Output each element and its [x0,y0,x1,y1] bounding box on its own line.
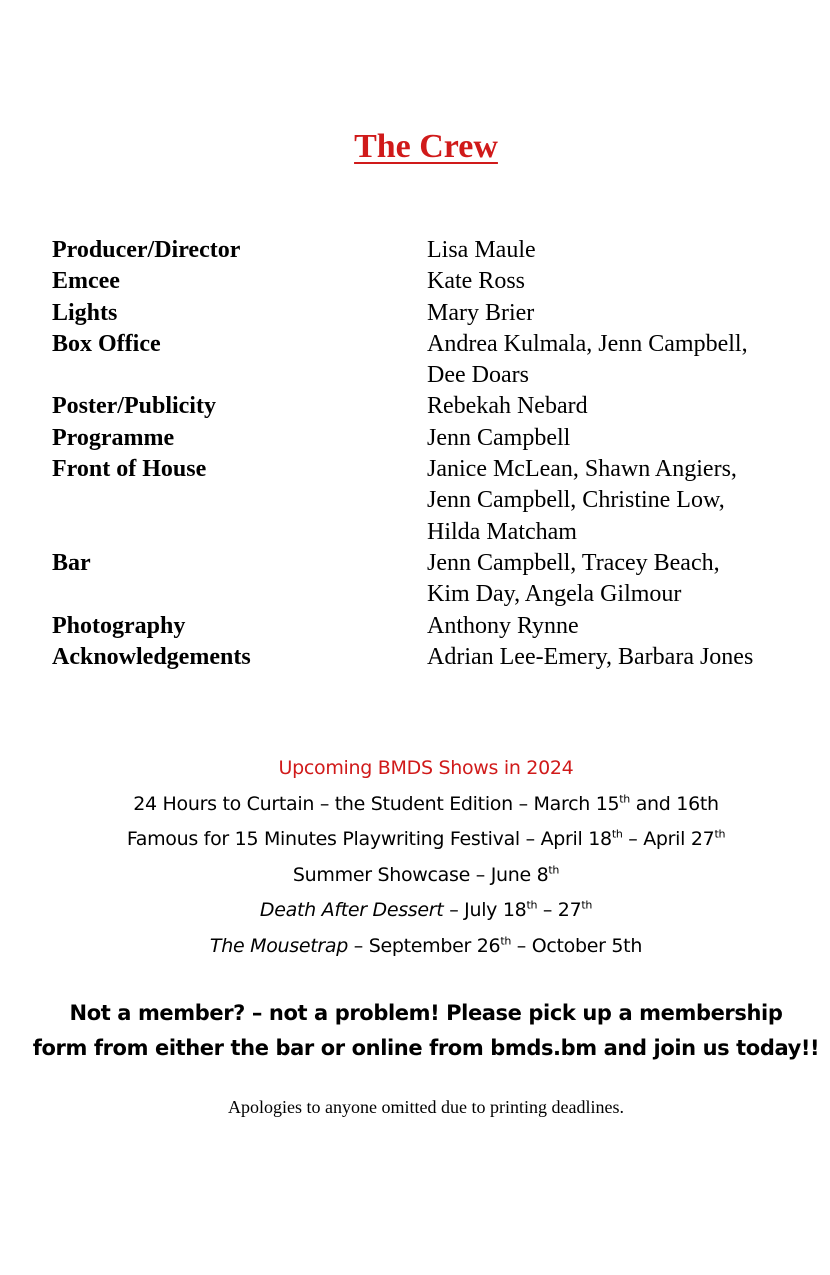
show-line: Famous for 15 Minutes Playwriting Festival – April 18th – April 27th [126,827,726,850]
crew-names [427,611,812,642]
crew-name-line: Kim Day, Angela Gilmour [427,581,682,608]
crew-row [52,391,812,422]
crew-names [427,642,812,673]
crew-name-line: Hilda Matcham [427,518,577,545]
crew-role: Photography [52,612,186,639]
crew-row [52,298,812,329]
crew-row [52,454,812,548]
crew-list [52,235,812,673]
crew-names [427,454,812,548]
crew-names [427,423,812,454]
crew-names [427,548,812,611]
show-line: The Mousetrap – September 26th – October 5th [209,934,643,957]
crew-role: Producer/Director [52,237,241,263]
crew-row [52,266,812,297]
show-line: Death After Dessert – July 18th – 27th [259,898,593,921]
crew-role: Poster/Publicity [52,393,216,420]
shows-heading: Upcoming BMDS Shows in 2024 [278,757,574,779]
show-line: Summer Showcase – June 8th [292,863,560,886]
crew-names [427,391,812,422]
crew-name-line: Rebekah Nebard [427,393,588,420]
membership-line: form from either the bar or online from bmds.bm and join us today!! [32,1036,820,1060]
membership-line: Not a member? – not a problem! Please pick up a membership [69,1001,783,1025]
crew-name-line: Dee Doars [427,362,529,389]
apology-note: Apologies to anyone omitted due to printing deadlines. [228,1097,624,1117]
crew-name-line: Mary Brier [427,299,535,326]
crew-row [52,423,812,454]
crew-role: Emcee [52,268,120,295]
crew-names [427,266,812,297]
crew-names [427,235,812,266]
crew-row [52,548,812,611]
crew-name-line: Janice McLean, Shawn Angiers, [427,456,737,483]
page-title: The Crew [354,128,498,165]
crew-name-line: Andrea Kulmala, Jenn Campbell, [427,330,748,357]
crew-role: Acknowledgements [52,643,251,670]
show-line: 24 Hours to Curtain – the Student Edition – March 15th and 16th [133,792,719,815]
crew-row [52,235,812,266]
crew-role: Front of House [52,456,207,483]
crew-names [427,298,812,329]
crew-name-line: Adrian Lee-Emery, Barbara Jones [427,643,754,670]
crew-row [52,642,812,673]
crew-row [52,611,812,642]
upcoming-shows [0,751,830,964]
crew-names [427,329,812,392]
crew-row [52,329,812,392]
crew-role: Lights [52,299,118,326]
crew-name-line: Kate Ross [427,268,525,295]
crew-name-line: Jenn Campbell, Christine Low, [427,487,725,514]
crew-name-line: Jenn Campbell [427,424,571,451]
crew-name-line: Anthony Rynne [427,612,579,639]
membership-note [0,996,830,1066]
crew-role: Bar [52,549,91,576]
crew-name-line: Lisa Maule [427,237,536,263]
crew-name-line: Jenn Campbell, Tracey Beach, [427,549,720,576]
crew-role: Programme [52,424,175,451]
crew-role: Box Office [52,330,161,357]
